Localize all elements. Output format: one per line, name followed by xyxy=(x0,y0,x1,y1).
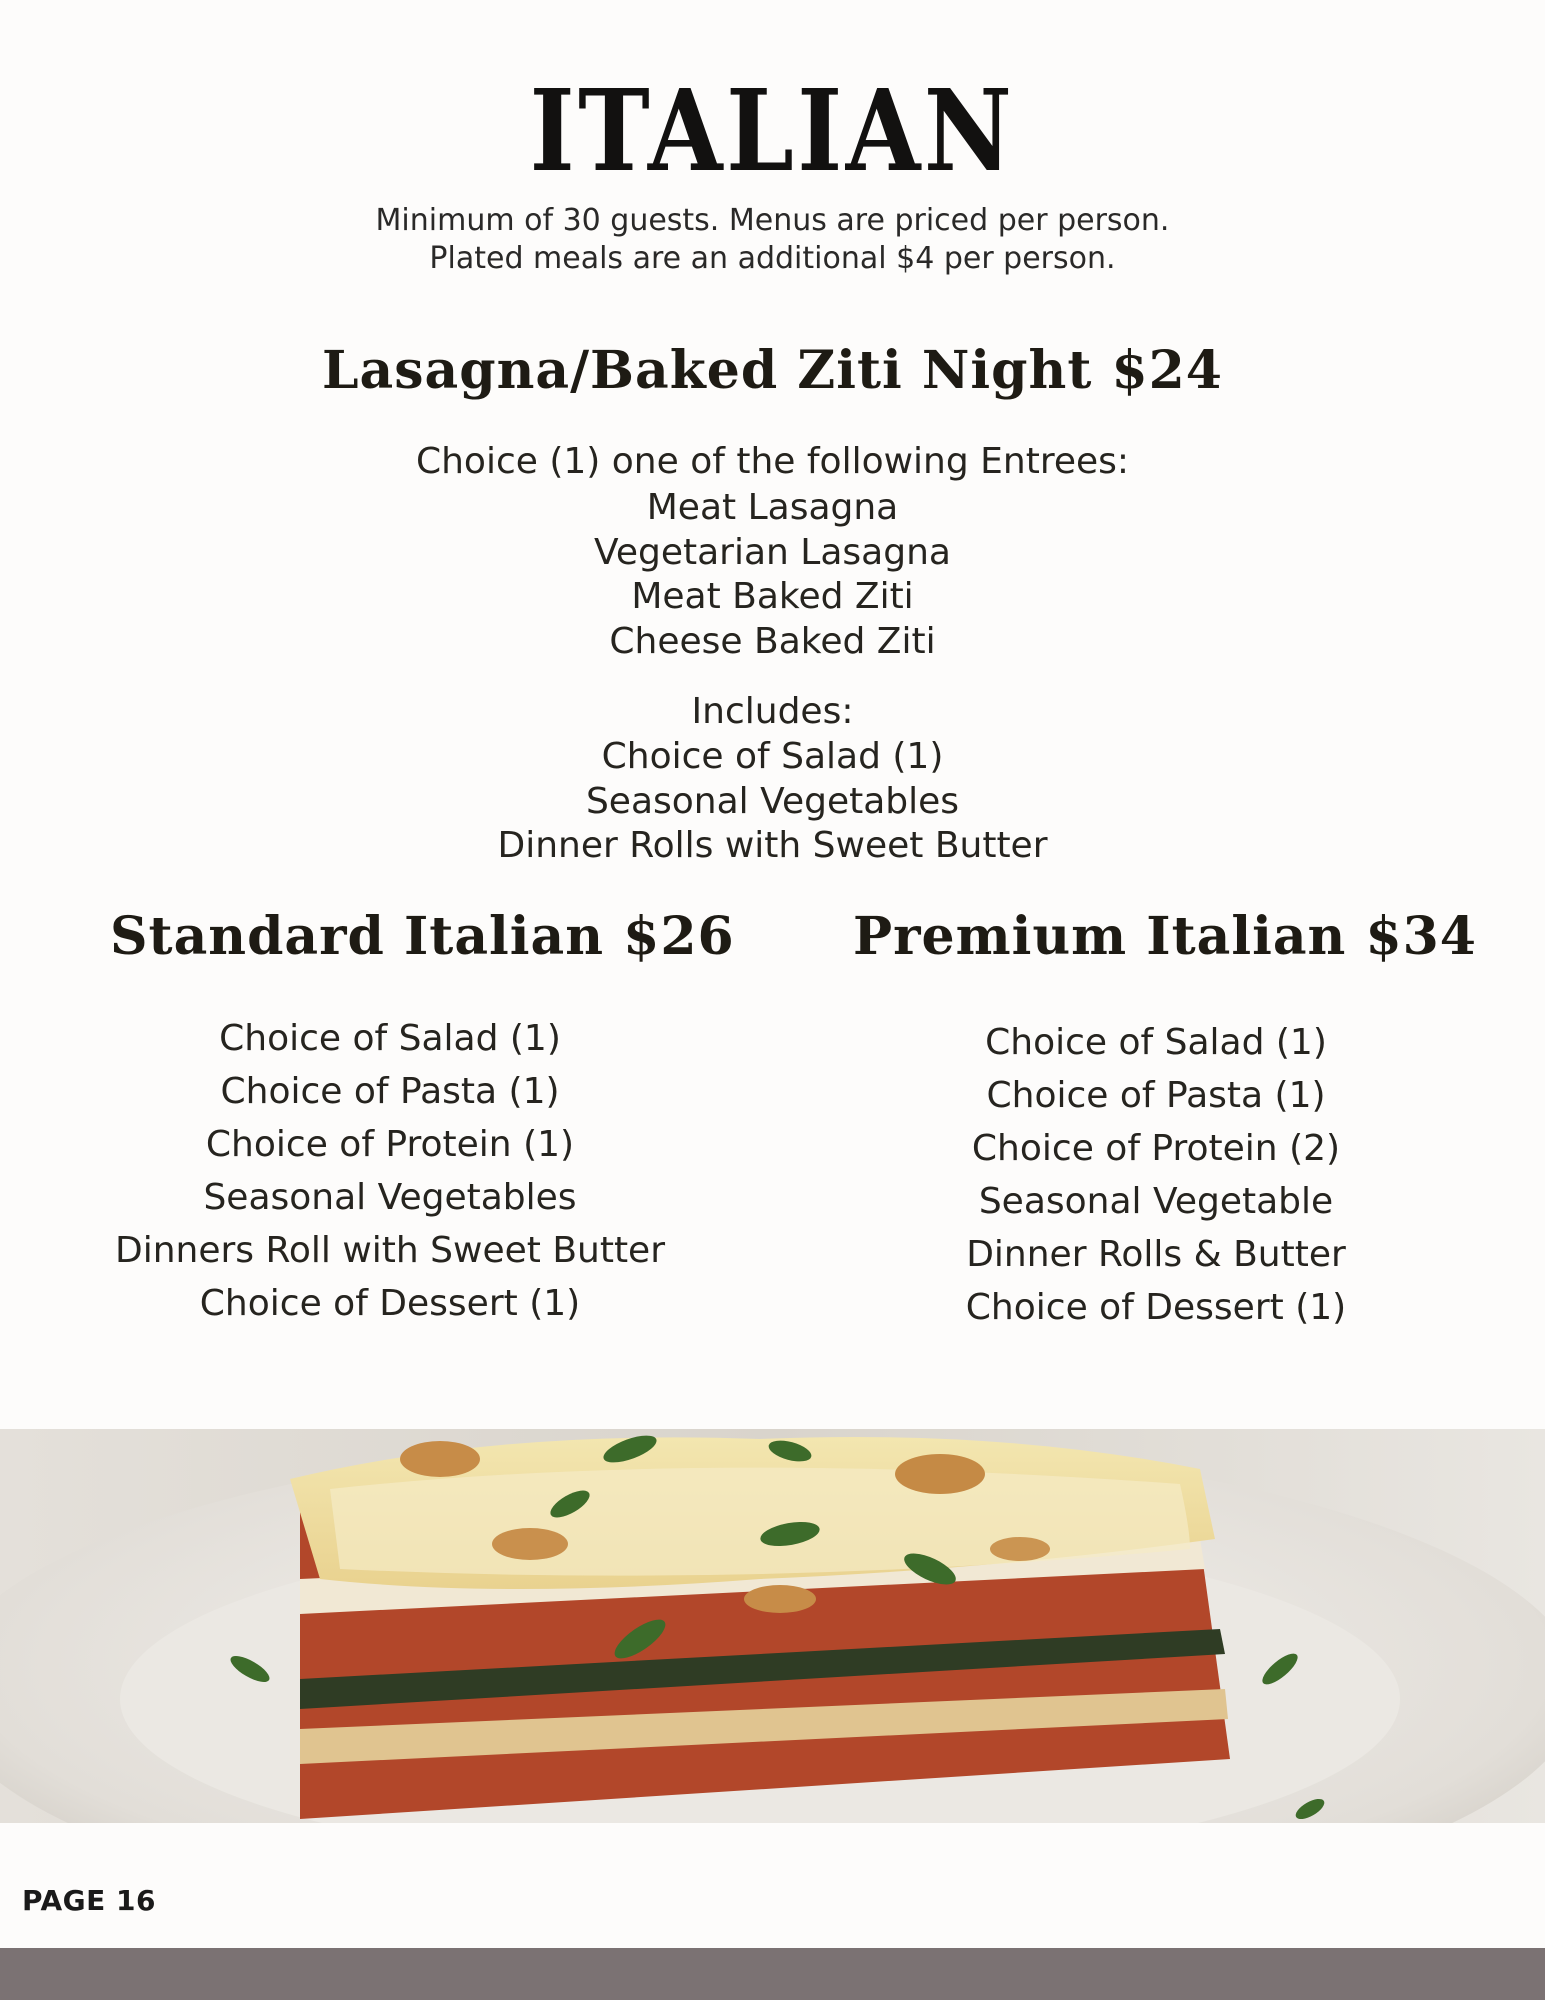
page-number: PAGE 16 xyxy=(22,1884,156,1917)
premium-italian-heading: Premium Italian $34 xyxy=(853,906,1477,967)
list-item: Choice of Salad (1) xyxy=(985,1022,1327,1063)
list-item: Choice of Salad (1) xyxy=(219,1018,561,1059)
premium-italian-list xyxy=(856,1016,1456,1334)
list-item: Vegetarian Lasagna xyxy=(594,531,951,573)
plated-meal-note: Plated meals are an additional $4 per person. xyxy=(429,241,1116,276)
list-item: Seasonal Vegetables xyxy=(585,780,960,822)
list-item: Choice of Protein (2) xyxy=(971,1128,1341,1169)
list-item: Seasonal Vegetable xyxy=(978,1181,1334,1222)
list-item: Choice of Protein (1) xyxy=(205,1124,575,1165)
includes-intro: Includes: xyxy=(691,691,854,732)
footer-band xyxy=(0,1948,1545,2000)
list-item: Choice of Salad (1) xyxy=(601,736,944,777)
list-item: Choice of Pasta (1) xyxy=(220,1071,560,1112)
list-item: Choice of Dessert (1) xyxy=(965,1287,1347,1328)
list-item: Seasonal Vegetables xyxy=(203,1177,577,1218)
list-item: Dinner Rolls & Butter xyxy=(966,1234,1346,1275)
list-item: Choice of Pasta (1) xyxy=(986,1075,1326,1116)
guest-minimum-note: Minimum of 30 guests. Menus are priced per person. xyxy=(375,203,1170,238)
list-item: Meat Baked Ziti xyxy=(631,576,914,617)
standard-italian-list xyxy=(90,1012,690,1330)
entree-choice-intro: Choice (1) one of the following Entrees: xyxy=(415,441,1130,482)
standard-italian-heading: Standard Italian $26 xyxy=(110,906,735,967)
page-title: ITALIAN xyxy=(529,66,1016,197)
entree-list xyxy=(0,486,1545,664)
lasagna-night-heading: Lasagna/Baked Ziti Night $24 xyxy=(321,340,1223,401)
includes-list xyxy=(0,735,1545,869)
lasagna-photo xyxy=(0,1429,1545,1823)
list-item: Choice of Dessert (1) xyxy=(199,1283,581,1324)
list-item: Cheese Baked Ziti xyxy=(609,620,936,662)
list-item: Dinner Rolls with Sweet Butter xyxy=(497,825,1048,866)
list-item: Meat Lasagna xyxy=(646,487,899,528)
list-item: Dinners Roll with Sweet Butter xyxy=(114,1230,666,1271)
